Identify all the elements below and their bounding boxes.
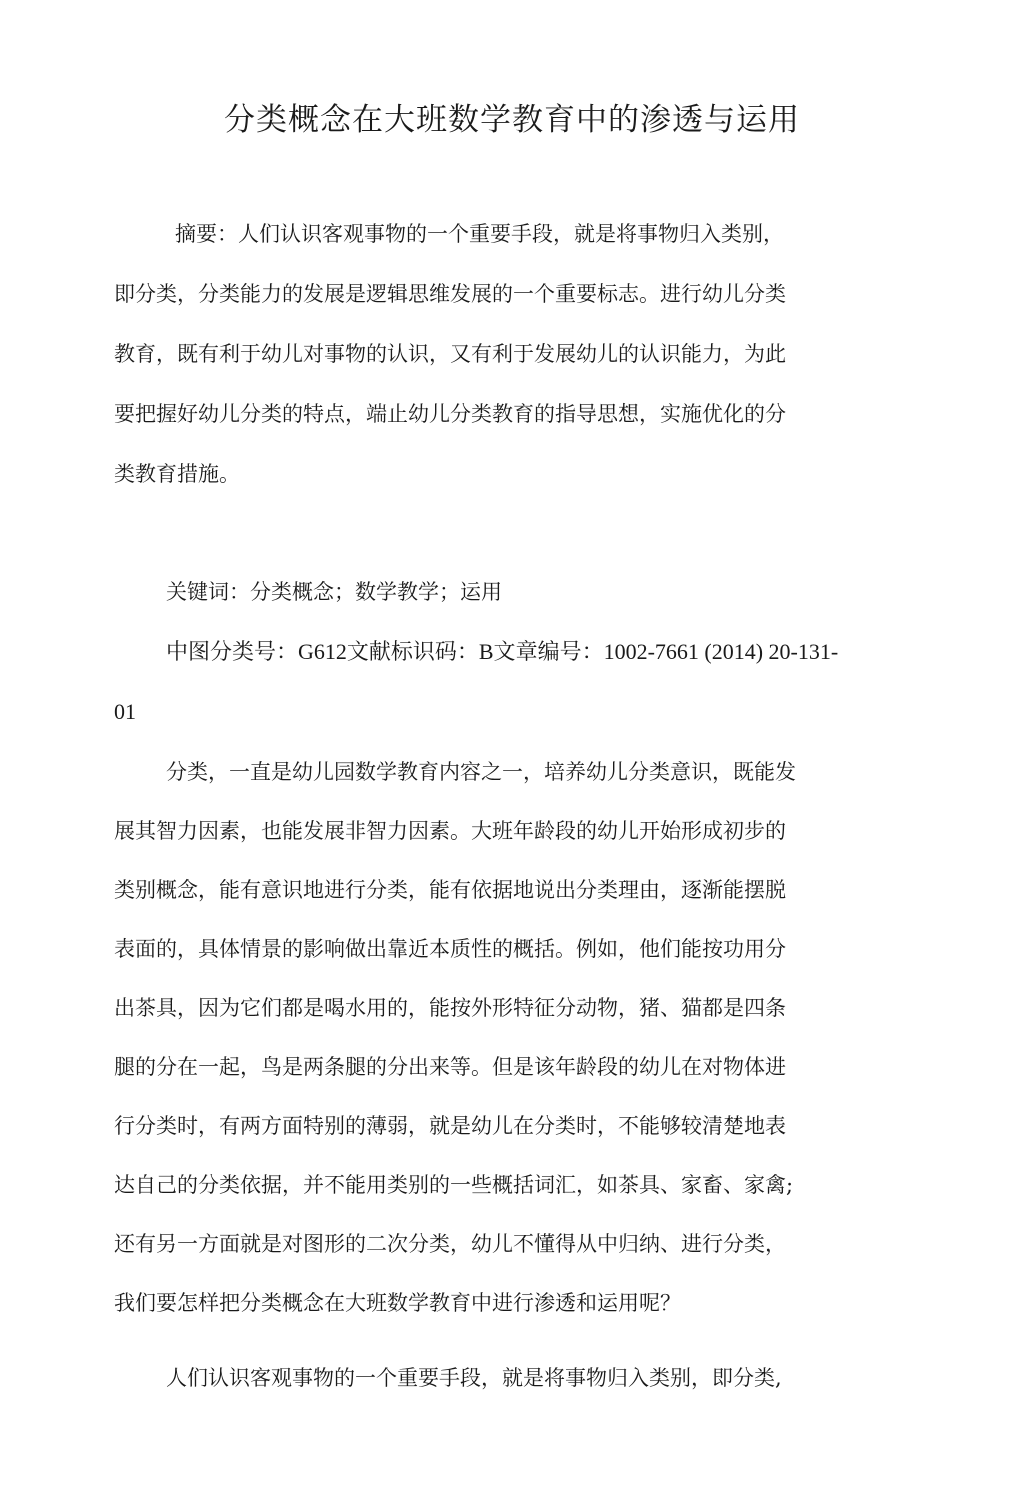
classification-line: 中图分类号：G612文献标识码：B文章编号：1002-7661 (2014) 20-131- [166,639,839,664]
abstract-line: 要把握好幼儿分类的特点，端止幼儿分类教育的指导思想，实施优化的分 [114,402,786,426]
paragraph-line: 腿的分在一起，鸟是两条腿的分出来等。但是该年龄段的幼儿在对物体进 [114,1055,786,1079]
classification-line: 01 [114,699,136,724]
paragraph-line: 类别概念，能有意识地进行分类，能有依据地说出分类理由，逐渐能摆脱 [114,878,786,902]
paragraph-line: 我们要怎样把分类概念在大班数学教育中进行渗透和运用呢？ [114,1291,681,1315]
paragraph-line: 人们认识客观事物的一个重要手段，就是将事物归入类别，即分类, [166,1366,782,1390]
paragraph-line: 表面的，具体情景的影响做出靠近本质性的概括。例如，他们能按功用分 [114,937,786,961]
document-title: 分类概念在大班数学教育中的渗透与运用 [224,102,800,138]
abstract-line: 教育，既有利于幼儿对事物的认识，又有利于发展幼儿的认识能力，为此 [114,342,786,366]
abstract-line: 即分类，分类能力的发展是逻辑思维发展的一个重要标志。进行幼儿分类 [114,282,786,306]
paragraph-line: 还有另一方面就是对图形的二次分类，幼儿不懂得从中归纳、进行分类， [114,1232,786,1256]
abstract-line: 摘要：人们认识客观事物的一个重要手段，就是将事物归入类别， [175,222,784,246]
paragraph-line: 展其智力因素，也能发展非智力因素。大班年龄段的幼儿开始形成初步的 [114,819,786,843]
abstract-line: 类教育措施。 [114,462,240,486]
keywords-line: 关键词：分类概念；数学教学；运用 [166,580,502,604]
paragraph-line: 出茶具，因为它们都是喝水用的，能按外形特征分动物，猪、猫都是四条 [114,996,786,1020]
paragraph-line: 达自己的分类依据，并不能用类别的一些概括词汇，如茶具、家畜、家禽; [114,1173,794,1197]
paragraph-line: 行分类时，有两方面特别的薄弱，就是幼儿在分类时，不能够较清楚地表 [114,1114,786,1138]
paragraph-line: 分类，一直是幼儿园数学教育内容之一，培养幼儿分类意识，既能发 [166,760,796,784]
